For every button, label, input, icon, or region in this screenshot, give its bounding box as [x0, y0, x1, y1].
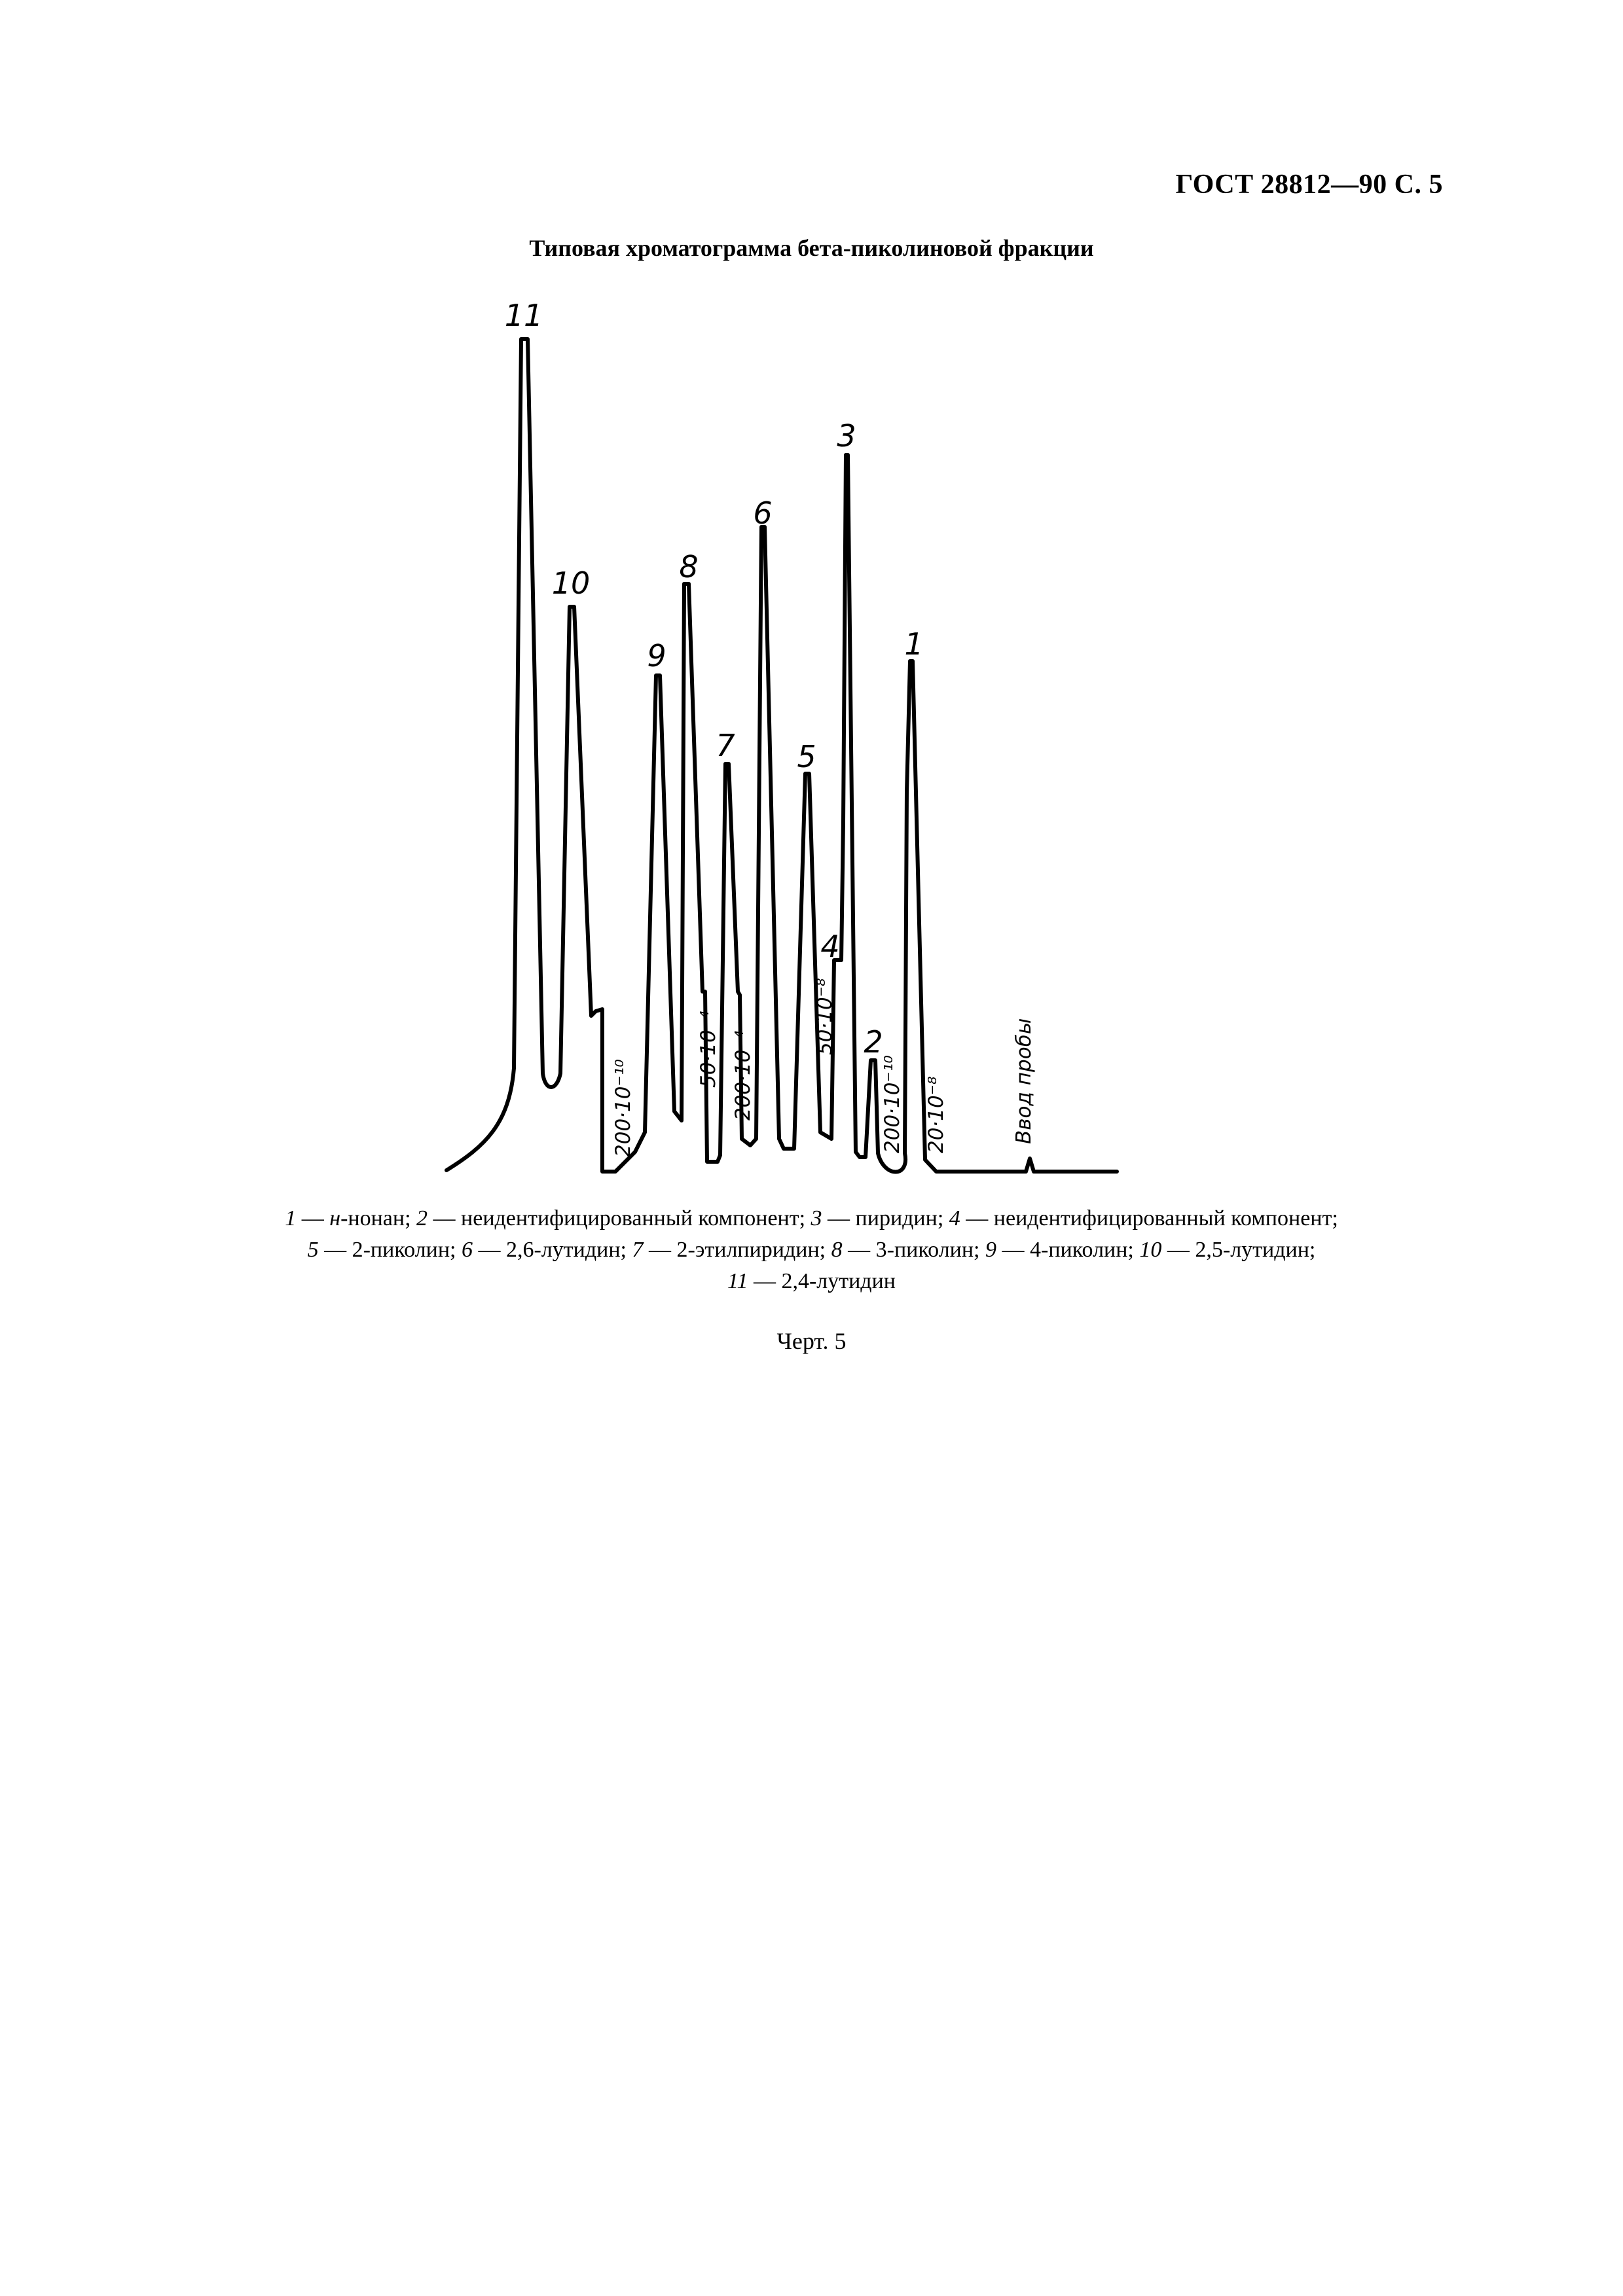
legend-line-2: 5 — 2-пиколин; 6 — 2,6-лутидин; 7 — 2-этилпиридин; 8 — 3-пиколин; 9 — 4-пиколин; 10 — 2,5-лутидин; — [307, 1238, 1316, 1262]
peak-label-8: 8 — [679, 549, 699, 584]
peak-label-9: 9 — [647, 638, 666, 673]
legend-num: 8 — [831, 1238, 843, 1262]
figure-legend — [0, 1203, 1623, 1297]
legend-num: 2 — [416, 1206, 428, 1230]
legend-line-1: 1 — н-нонан; 2 — неидентифицированный компонент; 3 — пиридин; 4 — неидентифицированный компонент; — [285, 1206, 1338, 1230]
attenuation-label-2: 50·10⁻⁴ — [697, 1011, 720, 1088]
peak-label-1: 1 — [904, 626, 924, 662]
legend-num: 11 — [727, 1269, 748, 1293]
legend-num: 7 — [632, 1238, 644, 1262]
legend-num: 3 — [811, 1206, 822, 1230]
peak-label-2: 2 — [864, 1024, 883, 1060]
attenuation-label-5: 200·10⁻¹⁰ — [881, 1055, 904, 1153]
legend-line-3: 11 — 2,4-лутидин — [727, 1269, 896, 1293]
attenuation-label-3: 200·10⁻⁴ — [731, 1030, 755, 1121]
peak-label-6: 6 — [753, 495, 773, 531]
attenuation-label-6: 20·10⁻⁸ — [924, 1076, 948, 1153]
legend-num: 5 — [307, 1238, 319, 1262]
injection-label: Ввод пробы — [1012, 1018, 1036, 1144]
peak-label-10: 10 — [551, 565, 591, 601]
figure-title: Типовая хроматограмма бета-пиколиновой фракции — [529, 235, 1094, 261]
legend-num: 10 — [1139, 1238, 1162, 1262]
legend-num: 6 — [461, 1238, 473, 1262]
peak-label-3: 3 — [837, 418, 856, 454]
legend-num: 9 — [985, 1238, 997, 1262]
peak-label-5: 5 — [797, 739, 816, 774]
legend-num: 1 — [285, 1206, 297, 1230]
peak-label-11: 11 — [504, 298, 543, 333]
attenuation-label-1: 200·10⁻¹⁰ — [611, 1059, 635, 1157]
legend-num: 4 — [949, 1206, 960, 1230]
document-header: ГОСТ 28812—90 С. 5 — [1175, 170, 1443, 200]
figure-caption: Черт. 5 — [776, 1328, 847, 1354]
attenuation-label-4: 50·10⁻⁸ — [813, 978, 837, 1055]
peak-label-4: 4 — [820, 929, 840, 964]
peak-label-7: 7 — [716, 728, 735, 763]
